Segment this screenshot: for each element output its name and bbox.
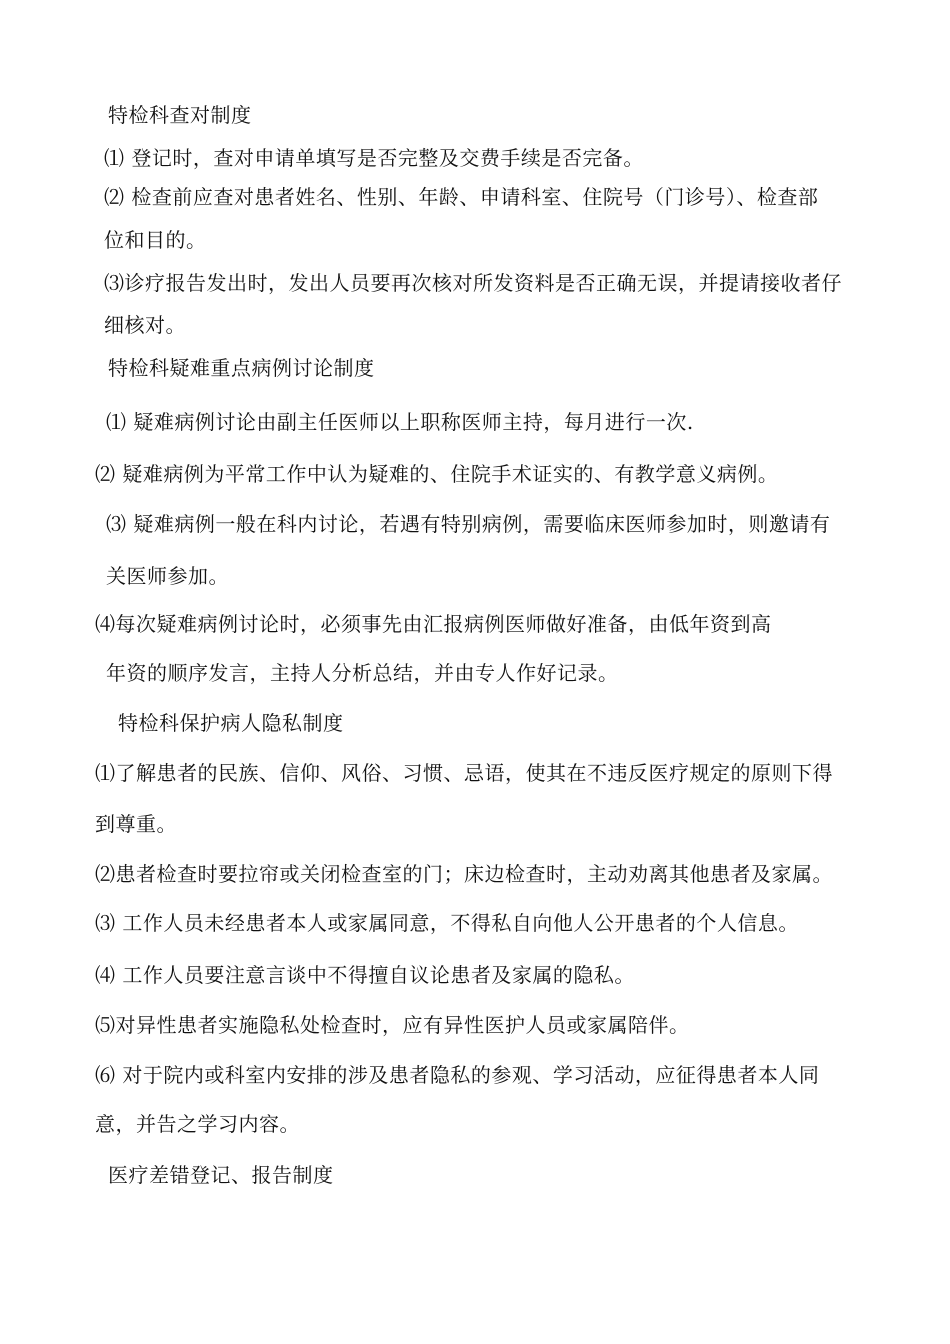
section-title-difficult-case-discussion: 特检科疑难重点病例讨论制度: [108, 356, 375, 380]
paragraph-line: ⑵ 疑难病例为平常工作中认为疑难的、住院手术证实的、有教学意义病例。: [95, 462, 779, 486]
paragraph-line: 年资的顺序发言，主持人分析总结，并由专人作好记录。: [106, 661, 619, 685]
paragraph-line: ⑴了解患者的民族、信仰、风俗、习惯、忌语，使其在不违反医疗规定的原则下得: [95, 761, 833, 785]
paragraph-line: 到尊重。: [95, 812, 177, 836]
paragraph-line: ⑷ 工作人员要注意言谈中不得擅自议论患者及家属的隐私。: [95, 963, 635, 987]
paragraph-line: ⑹ 对于院内或科室内安排的涉及患者隐私的参观、学习活动，应征得患者本人同: [95, 1063, 820, 1087]
paragraph-line: 位和目的。: [104, 228, 207, 252]
paragraph-line: ⑵患者检查时要拉帘或关闭检查室的门；床边检查时，主动劝离其他患者及家属。: [95, 862, 833, 886]
section-title-check-verification: 特检科查对制度: [108, 103, 252, 127]
paragraph-line: ⑷每次疑难病例讨论时，必须事先由汇报病例医师做好准备，由低年资到高: [95, 612, 772, 636]
paragraph-line: ⑶ 工作人员未经患者本人或家属同意，不得私自向他人公开患者的个人信息。: [95, 911, 799, 935]
paragraph-line: ⑶诊疗报告发出时，发出人员要再次核对所发资料是否正确无误，并提请接收者仔: [104, 271, 842, 295]
paragraph-line: ⑴ 登记时，查对申请单填写是否完整及交费手续是否完备。: [104, 146, 644, 170]
paragraph-line: ⑶ 疑难病例一般在科内讨论，若遇有特别病例，需要临床医师参加时，则邀请有: [106, 512, 831, 536]
paragraph-line: ⑵ 检查前应查对患者姓名、性别、年龄、申请科室、住院号（门诊号）、检查部: [104, 185, 819, 209]
paragraph-line: 细核对。: [104, 313, 186, 337]
paragraph-line: 意，并告之学习内容。: [95, 1112, 300, 1136]
paragraph-line: 关医师参加。: [106, 564, 229, 588]
paragraph-line: ⑸对异性患者实施隐私处检查时，应有异性医护人员或家属陪伴。: [95, 1013, 690, 1037]
section-title-patient-privacy: 特检科保护病人隐私制度: [118, 711, 344, 735]
section-title-error-reporting: 医疗差错登记、报告制度: [108, 1163, 334, 1187]
paragraph-line: ⑴ 疑难病例讨论由副主任医师以上职称医师主持，每月进行一次.: [106, 410, 694, 434]
